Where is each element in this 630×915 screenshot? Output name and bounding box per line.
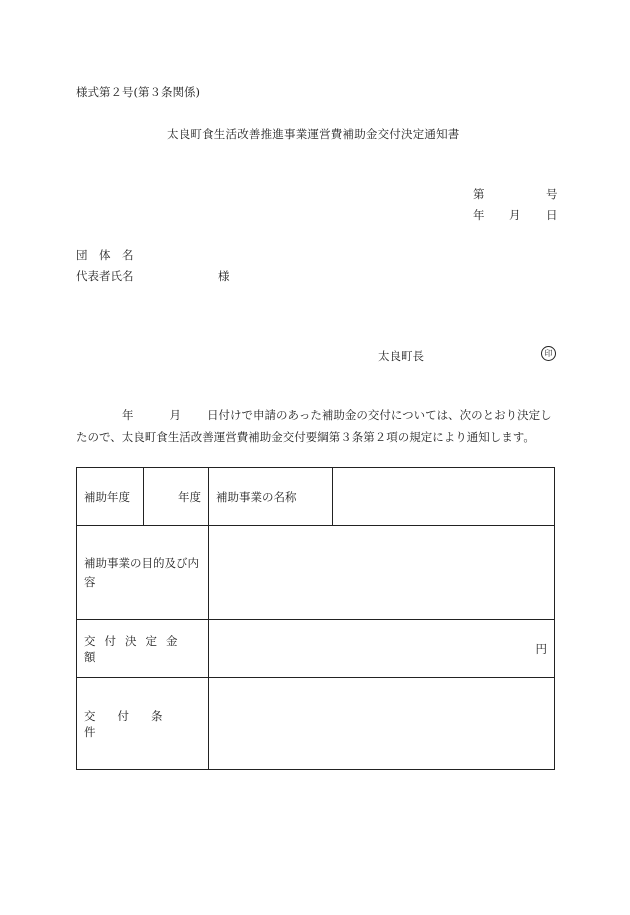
purpose-field <box>209 526 555 620</box>
subsidy-details-table <box>76 467 555 770</box>
representative-name-label: 代表者氏名 <box>76 269 134 283</box>
number-prefix: 第 <box>473 187 485 201</box>
purpose-label: 補助事業の目的及び内容 <box>77 526 209 620</box>
body-text-line1 <box>122 407 558 423</box>
fiscal-year-label: 補助年度 <box>77 468 144 526</box>
date-year: 年 <box>473 208 485 222</box>
body-text-line2: たので、太良町食生活改善運営費補助金交付要綱第３条第２項の規定により通知します。 <box>76 430 535 444</box>
table-row <box>77 620 555 678</box>
organization-name-label: 団 体 名 <box>76 248 134 262</box>
fiscal-year-field: 年度 <box>144 468 209 526</box>
table-row <box>77 526 555 620</box>
project-name-field <box>333 468 555 526</box>
issuer-name: 太良町長 <box>378 349 424 363</box>
honorific: 様 <box>218 269 230 283</box>
table-row <box>77 468 555 526</box>
date-day: 日 <box>546 208 558 222</box>
date-month: 月 <box>509 208 521 222</box>
body-year: 年 <box>122 408 134 422</box>
body-month: 月 <box>169 408 181 422</box>
seal-mark: 印 <box>541 346 556 361</box>
conditions-field <box>209 678 555 770</box>
amount-label: 交付決定金額 <box>77 620 209 678</box>
project-name-label: 補助事業の名称 <box>209 468 333 526</box>
document-title: 太良町食生活改善推進事業運営費補助金交付決定通知書 <box>167 127 460 141</box>
table-row <box>77 678 555 770</box>
body-line1-rest: 日付けで申請のあった補助金の交付については、次のとおり決定し <box>207 408 552 422</box>
amount-field: 円 <box>209 620 555 678</box>
number-suffix: 号 <box>546 187 558 201</box>
form-number-label: 様式第２号(第３条関係) <box>76 85 200 99</box>
conditions-label: 交付条件 <box>77 678 209 770</box>
document-number-date <box>473 186 557 226</box>
